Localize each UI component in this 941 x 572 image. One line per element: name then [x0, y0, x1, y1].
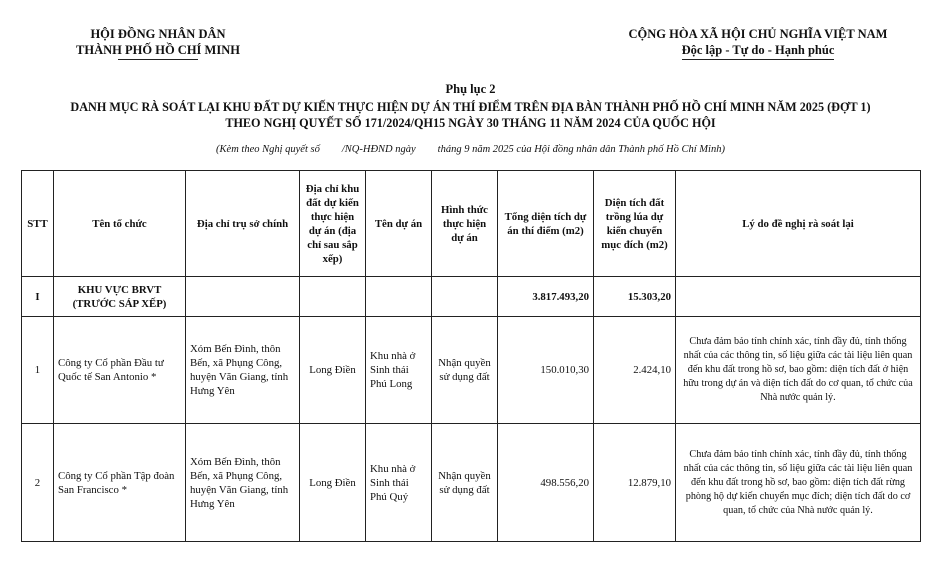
- col-header-hq: Địa chỉ trụ sở chính: [186, 171, 300, 277]
- group-rice-area: 15.303,20: [594, 277, 676, 317]
- row-land: Long Điền: [300, 317, 366, 424]
- attachment-note: [0, 144, 941, 155]
- national-motto: Độc lập - Tự do - Hạnh phúc: [682, 42, 835, 60]
- group-empty-cell: [366, 277, 432, 317]
- table-row: [22, 317, 921, 424]
- col-header-reason: Lý do đề nghị rà soát lại: [676, 171, 921, 277]
- attachment-note-part3: tháng 9 năm 2025 của Hội đồng nhân dân Thành phố Hồ Chí Minh): [437, 144, 725, 155]
- group-empty-cell: [432, 277, 498, 317]
- row-stt: 1: [22, 317, 54, 424]
- attachment-note-part1: (Kèm theo Nghị quyết số: [216, 144, 320, 155]
- group-row: [22, 277, 921, 317]
- land-review-table: [21, 170, 921, 542]
- group-empty-cell: [300, 277, 366, 317]
- row-project: Khu nhà ở Sinh thái Phú Long: [366, 317, 432, 424]
- group-total-area: 3.817.493,20: [498, 277, 594, 317]
- col-header-land-address: Địa chỉ khu đất dự kiến thực hiện dự án (địa chỉ sau sắp xếp): [300, 171, 366, 277]
- row-form: Nhận quyền sử dụng đất: [432, 317, 498, 424]
- table-row: [22, 424, 921, 542]
- row-total-area: 498.556,20: [498, 424, 594, 542]
- national-name: CỘNG HÒA XÃ HỘI CHỦ NGHĨA VIỆT NAM: [628, 27, 888, 41]
- row-hq: Xóm Bến Đình, thôn Bến, xã Phụng Công, huyện Văn Giang, tỉnh Hưng Yên: [186, 317, 300, 424]
- row-reason: Chưa đảm bảo tính chính xác, tính đầy đủ, tính thống nhất của các thông tin, số liệu giữa các tài liệu liên quan đến khu đất trong hồ sơ, bao gồm: diện tích đất rừng phòng hộ dự kiến chuyển mục đích; diện tích đất do cơ quan, tổ chức của Nhà nước quản lý.: [676, 424, 921, 542]
- row-hq: Xóm Bến Đình, thôn Bến, xã Phụng Công, huyện Văn Giang, tỉnh Hưng Yên: [186, 424, 300, 542]
- col-header-form: Hình thức thực hiện dự án: [432, 171, 498, 277]
- issuer-city: THÀNH PHỐ HỒ CHÍ MINH: [76, 43, 240, 57]
- national-header: [588, 26, 928, 60]
- issuer-header: [58, 26, 258, 60]
- issuer-underline: [118, 59, 198, 60]
- col-header-total-area: Tổng diện tích dự án thí điểm (m2): [498, 171, 594, 277]
- attachment-note-part2: /NQ-HĐND ngày: [341, 144, 416, 155]
- row-rice-area: 2.424,10: [594, 317, 676, 424]
- group-name: KHU VỰC BRVT (TRƯỚC SÁP XẾP): [54, 277, 186, 317]
- col-header-project: Tên dự án: [366, 171, 432, 277]
- col-header-stt: STT: [22, 171, 54, 277]
- row-org: Công ty Cổ phần Đầu tư Quốc tế San Antonio *: [54, 317, 186, 424]
- row-project: Khu nhà ở Sinh thái Phú Quý: [366, 424, 432, 542]
- document-title-line2: THEO NGHỊ QUYẾT SỐ 171/2024/QH15 NGÀY 30 THÁNG 11 NĂM 2024 CỦA QUỐC HỘI: [225, 116, 716, 130]
- row-form: Nhận quyền sử dụng đất: [432, 424, 498, 542]
- row-reason: Chưa đảm bảo tính chính xác, tính đầy đủ, tính thống nhất của các thông tin, số liệu giữa các tài liệu liên quan đến khu đất trong hồ sơ, bao gồm: diện tích đất ở hiện hữu trong dự án và diện tích đất do cơ quan, tổ chức của Nhà nước quản lý.: [676, 317, 921, 424]
- row-stt: 2: [22, 424, 54, 542]
- col-header-org: Tên tổ chức: [54, 171, 186, 277]
- table-header-row: [22, 171, 921, 277]
- row-land: Long Điền: [300, 424, 366, 542]
- group-stt: I: [22, 277, 54, 317]
- annex-label: Phụ lục 2: [445, 82, 496, 96]
- col-header-rice-area: Diện tích đất trồng lúa dự kiến chuyển mục đích (m2): [594, 171, 676, 277]
- row-total-area: 150.010,30: [498, 317, 594, 424]
- document-title-line1: DANH MỤC RÀ SOÁT LẠI KHU ĐẤT DỰ KIẾN THỰC HIỆN DỰ ÁN THÍ ĐIỂM TRÊN ĐỊA BÀN THÀNH PHỐ HỒ CHÍ MINH NĂM 2025 (ĐỢT 1): [70, 100, 871, 114]
- row-org: Công ty Cổ phần Tập đoàn San Francisco *: [54, 424, 186, 542]
- row-rice-area: 12.879,10: [594, 424, 676, 542]
- issuer-council: HỘI ĐỒNG NHÂN DÂN: [90, 27, 226, 41]
- group-empty-cell: [186, 277, 300, 317]
- group-empty-cell: [676, 277, 921, 317]
